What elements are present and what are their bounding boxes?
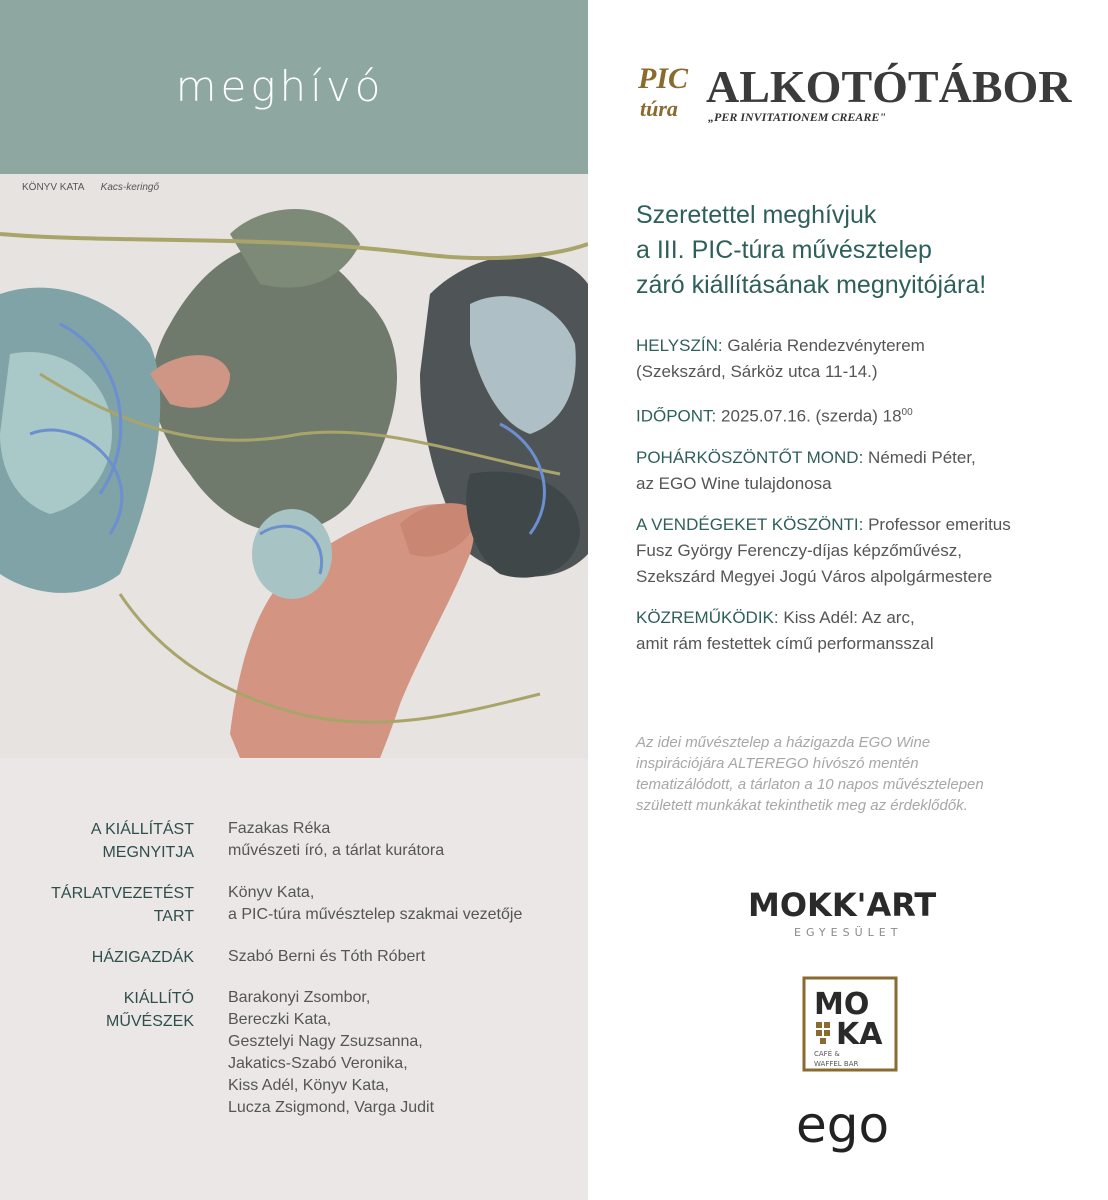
credit-label-line: TART [153,908,194,925]
mokka-logo [802,976,898,1072]
info-greeting-line: Professor emeritus [868,514,1011,534]
info-greeting-line: Fusz György Ferenczy-díjas képzőművész, [636,540,962,560]
headline-line: a III. PIC-túra művésztelep [636,236,932,264]
artwork-image [0,174,588,758]
mokka-logo-sub2: WAFFEL BAR [814,1060,859,1068]
credit-row [0,818,588,864]
credit-label-line: HÁZIGAZDÁK [91,949,194,966]
ego-logo [792,1098,912,1158]
credit-row [0,946,588,969]
credit-value-line: művészeti író, a tárlat kurátora [228,842,445,859]
headline-line: záró kiállításának megnyitójára! [636,271,987,299]
mokka-logo-line2: KA [836,1017,883,1052]
mokkart-logo [748,880,948,940]
info-greeting-line: Szekszárd Megyei Jogú Város alpolgármestere [636,566,993,586]
info-greeting [636,512,1096,590]
credit-label-line: MŰVÉSZEK [105,1013,194,1030]
credit-value-line: Könyv Kata, [228,884,315,901]
waffle-icon [816,1022,830,1044]
info-time-label: IDŐPONT: [636,406,717,426]
artwork [0,174,588,758]
credit-value-line: a PIC-túra művésztelep szakmai vezetője [228,906,523,923]
hero-band [0,0,588,174]
info-time-value: 2025.07.16. (szerda) 18 [721,406,902,426]
info-toast-line: az EGO Wine tulajdonosa [636,473,832,493]
credit-value-line: Lucza Zsigmond, Varga Judit [228,1099,435,1116]
credit-value-line: Bereczki Kata, [228,1011,332,1028]
credit-value [228,946,425,969]
info-toast [636,445,1096,497]
credit-label-line: MEGNYITJA [102,844,194,861]
credit-label [0,882,194,928]
credit-value-line: Barakonyi Zsombor, [228,989,371,1006]
brand-header [634,56,1074,136]
pic-tura-logo-top: PIC [638,62,689,95]
credit-value-line: Szabó Berni és Tóth Róbert [228,948,426,965]
info-toast-label: POHÁRKÖSZÖNTŐT MOND: [636,447,864,467]
credit-value-line: Kiss Adél, Könyv Kata, [228,1077,389,1094]
mokkart-logo-sub: EGYESÜLET [794,926,903,939]
credit-value-line: Fazakas Réka [228,820,331,837]
info-performance-line: amit rám festettek című performansszal [636,633,934,653]
event-info [636,333,1096,672]
credit-label-line: A KIÁLLÍTÁST [90,821,194,838]
info-time-sup: 00 [901,407,913,418]
info-performance-line: Kiss Adél: Az arc, [783,607,915,627]
info-performance-label: KÖZREMŰKÖDIK: [636,607,779,627]
info-venue-line: Galéria Rendezvényterem [727,336,925,355]
mokkart-logo-word: MOKK'ART [748,886,937,924]
credit-label [0,987,194,1119]
credit-label-line: KIÁLLÍTÓ [123,990,194,1007]
credit-label [0,946,194,969]
credits-list [0,818,588,1137]
brand-title: ALKOTÓTÁBOR [706,61,1072,112]
credit-value-line: Jakatics-Szabó Veronika, [228,1055,408,1072]
credit-row [0,987,588,1119]
hero-title: meghívó [175,62,385,111]
ego-logo-word: ego [796,1098,890,1154]
credit-value [228,882,522,928]
artwork-title: Kacs-keringő [100,182,160,193]
artwork-caption [22,182,159,193]
credit-value [228,818,444,864]
info-toast-line: Némedi Péter, [868,447,976,467]
info-venue-label: HELYSZÍN: [636,336,723,355]
credit-value [228,987,434,1119]
note-line: tematizálódott, a tárlaton a 10 napos művésztelepen [636,776,984,793]
note-line: Az idei művésztelep a házigazda EGO Wine [636,734,931,751]
exhibition-note [636,732,1076,816]
note-line: született munkákat tekinthetik meg az érdeklődők. [636,797,968,814]
credit-label [0,818,194,864]
headline-line: Szeretettel meghívjuk [636,201,877,229]
invitation-headline [636,198,1096,303]
credit-value-line: Gesztelyi Nagy Zsuzsanna, [228,1033,423,1050]
info-time [636,400,1096,430]
info-venue [636,333,1096,385]
artwork-artist: KÖNYV KATA [22,182,84,193]
brand-subtitle: „PER INVITATIONEM CREARE" [708,110,887,124]
info-greeting-label: A VENDÉGEKET KÖSZÖNTI: [636,514,864,534]
credit-row [0,882,588,928]
info-performance [636,605,1096,657]
right-column [588,0,1108,1200]
mokka-logo-sub1: CAFÉ & [814,1050,840,1058]
pic-tura-logo [634,56,692,126]
pic-tura-logo-bottom: túra [640,96,678,121]
note-line: inspirációjára ALTEREGO hívószó mentén [636,755,919,772]
info-venue-line: (Szekszárd, Sárköz utca 11-14.) [636,362,878,381]
credit-label-line: TÁRLATVEZETÉST [51,885,194,902]
mokka-logo-line1: MO [814,987,870,1022]
